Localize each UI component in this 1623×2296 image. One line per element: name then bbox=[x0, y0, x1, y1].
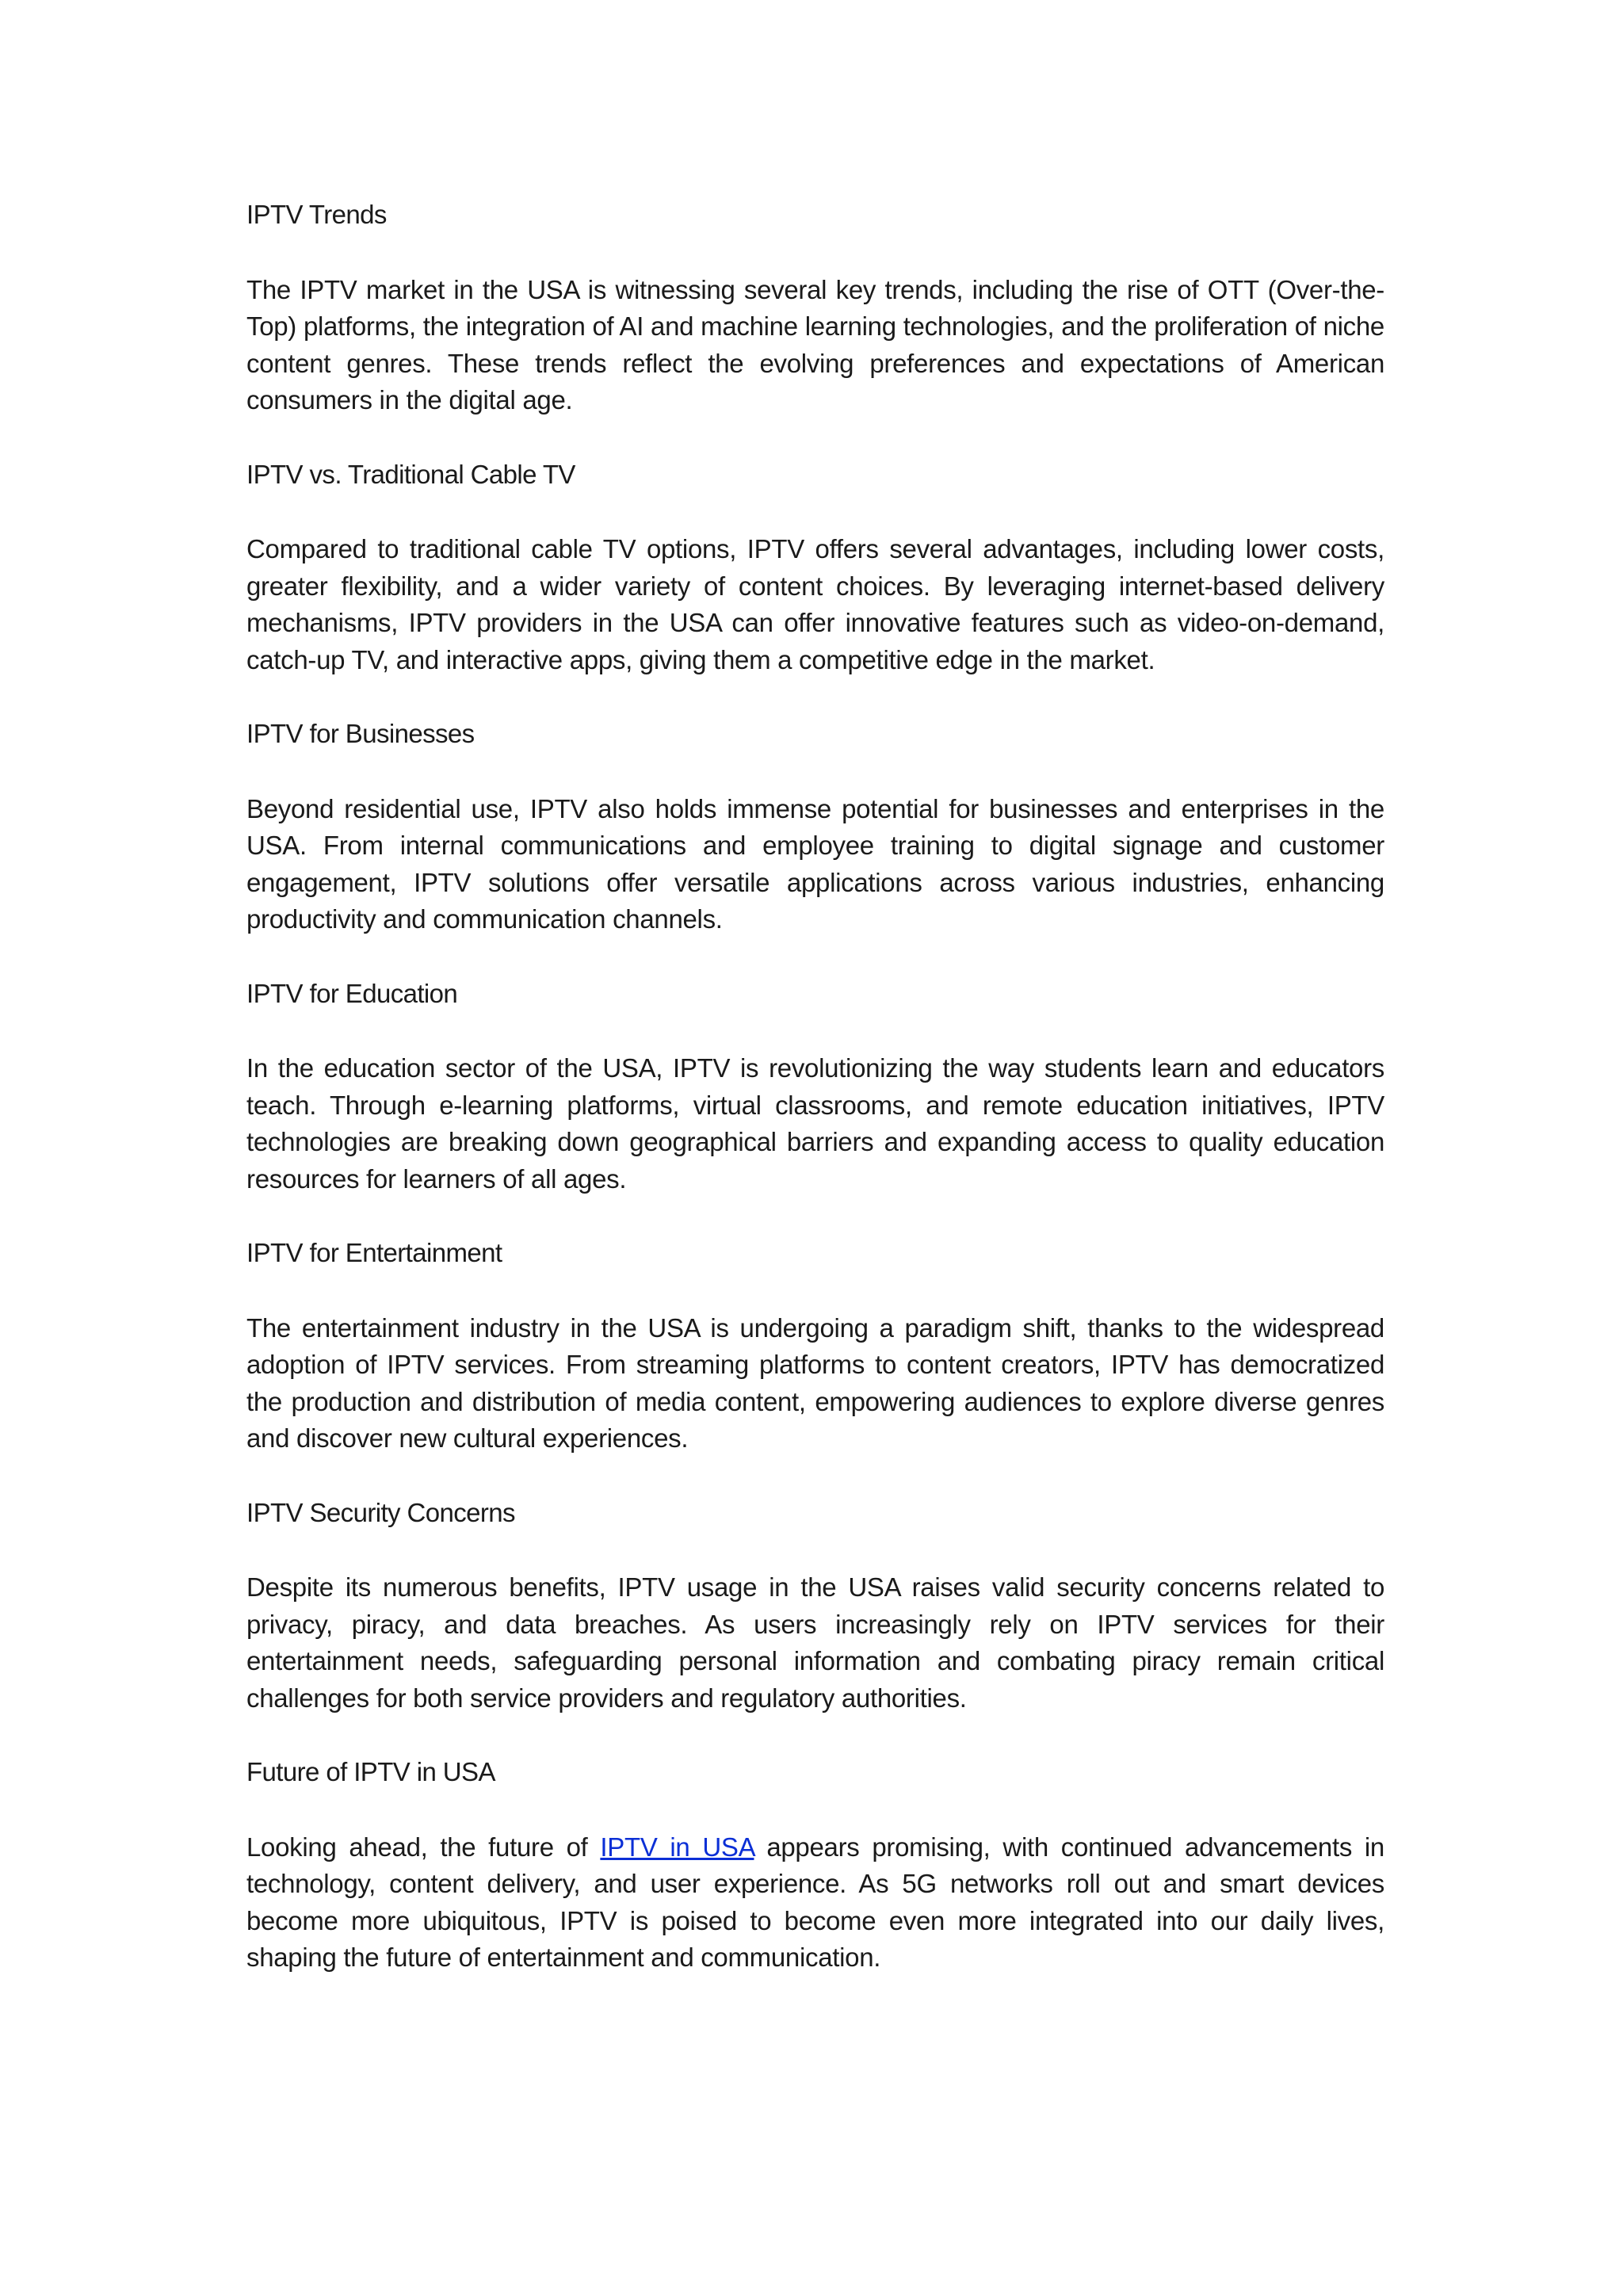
paragraph-iptv-vs-cable: Compared to traditional cable TV options, IPTV offers several advantages, including lower costs, greater flexibility, and a wider variety of content choices. By leveraging internet-based delivery mechanisms, IPTV providers in the USA can offer innovative features such as video-on-demand, catch-up TV, and interactive apps, giving them a competitive edge in the market. bbox=[246, 534, 1384, 674]
paragraph-iptv-entertainment: The entertainment industry in the USA is undergoing a paradigm shift, thanks to the widespread adoption of IPTV services. From streaming platforms to content creators, IPTV has democratized the production and distribution of media content, empowering audiences to explore diverse genres and discover new cultural experiences. bbox=[246, 1312, 1384, 1453]
paragraph-iptv-education: In the education sector of the USA, IPTV is revolutionizing the way students learn and educators teach. Through e-learning platforms, virtual classrooms, and remote education initiatives, IPTV technologies are breaking down geographical barriers and expanding access to quality education resources for learners of all ages. bbox=[246, 1053, 1384, 1194]
paragraph-future-text-after-link: appears promising, with continued advancements in technology, content delivery, and user experience. As 5G networks roll out and smart devices become more ubiquitous, IPTV is poised to become even more integrated into our daily lives, shaping the future of entertainment and communication. bbox=[246, 1832, 1384, 1972]
heading-iptv-businesses: IPTV for Businesses bbox=[246, 719, 475, 748]
heading-iptv-entertainment: IPTV for Entertainment bbox=[246, 1238, 502, 1267]
heading-iptv-vs-cable: IPTV vs. Traditional Cable TV bbox=[246, 459, 575, 489]
paragraph-future-text-before-link: Looking ahead, the future of bbox=[246, 1832, 601, 1862]
paragraph-iptv-businesses: Beyond residential use, IPTV also holds immense potential for businesses and enterprises in the USA. From internal communications and employee training to digital signage and customer engagement, IPTV solutions offer versatile applications across various industries, enhancing productivity and communication channels. bbox=[246, 793, 1384, 934]
heading-iptv-education: IPTV for Education bbox=[246, 978, 458, 1008]
heading-iptv-future: Future of IPTV in USA bbox=[246, 1757, 495, 1786]
paragraph-iptv-security: Despite its numerous benefits, IPTV usage in the USA raises valid security concerns related to privacy, piracy, and data breaches. As users increasingly rely on IPTV services for their entertainment needs, safeguarding personal information and combating piracy remain critical challenges for both service providers and regulatory authorities. bbox=[246, 1572, 1384, 1713]
heading-iptv-security: IPTV Security Concerns bbox=[246, 1497, 515, 1527]
paragraph-iptv-trends: The IPTV market in the USA is witnessing several key trends, including the rise of OTT (Over-the-Top) platforms, the integration of AI and machine learning technologies, and the proliferation of niche content genres. These trends reflect the evolving preferences and expectations of American consumers in the digital age. bbox=[246, 274, 1384, 415]
paragraph-iptv-future bbox=[246, 1829, 1384, 1977]
iptv-in-usa-link[interactable]: IPTV in USA bbox=[600, 1832, 754, 1862]
document-page bbox=[246, 197, 1384, 2014]
heading-iptv-trends: IPTV Trends bbox=[246, 200, 387, 229]
